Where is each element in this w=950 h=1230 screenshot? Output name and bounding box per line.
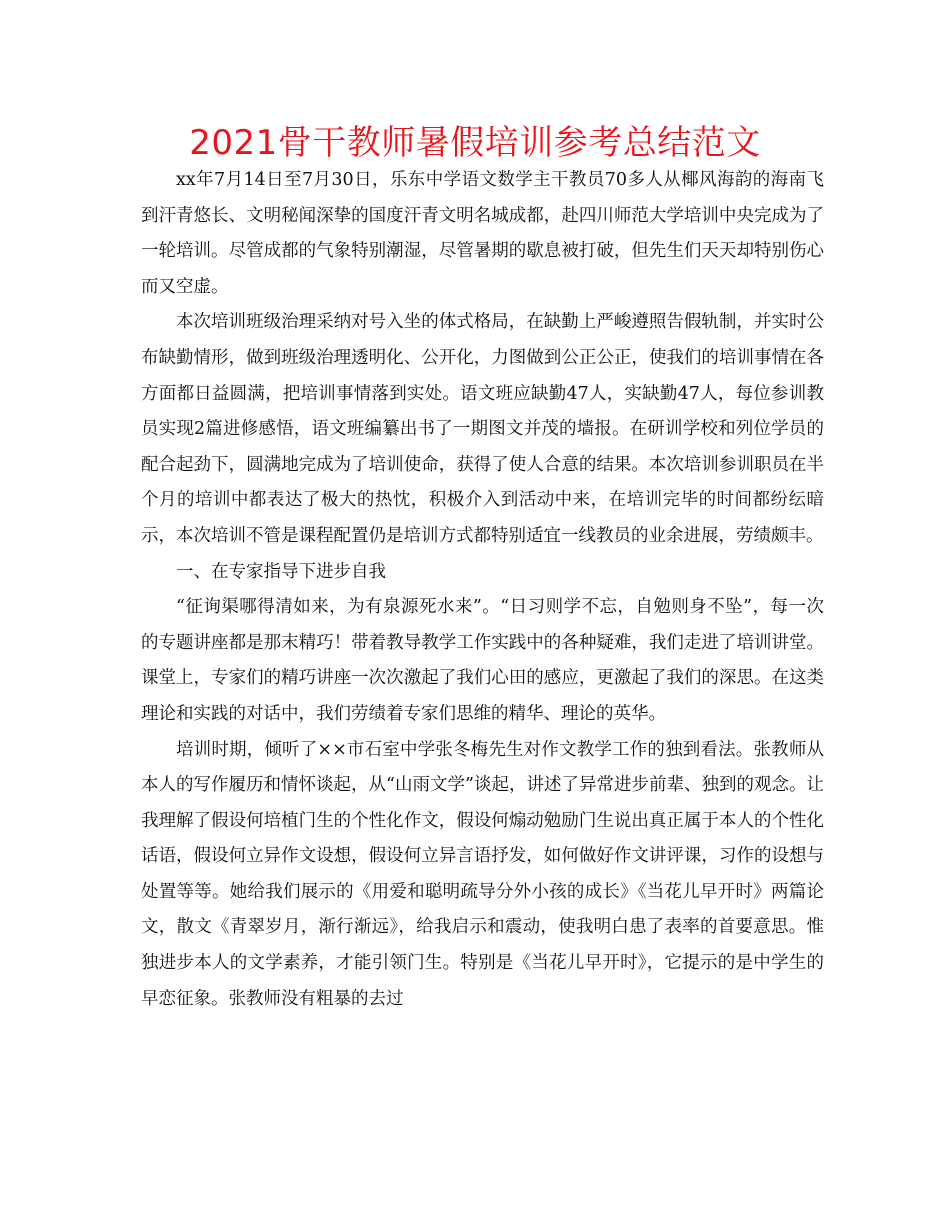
section-heading: 一、在专家指导下进步自我 [176,561,386,582]
paragraph-intro: xx年7月14日至7月30日，乐东中学语文数学主干教员70多人从椰风海韵的海南飞到汗青悠长、文明秘闻深挚的国度汗青文明名城成都，赴四川师范大学培训中央完成为了一轮培训。尽管成都的气象特别潮湿，尽管暑期的歇息被打破，但先生们天天却特别伤心而又空虚。 [141,170,824,297]
paragraph-expert-lectures: “征询渠哪得清如来，为有泉源死水来”。“日习则学不忘，自勉则身不坠”，每一次的专题讲座都是那末精巧！带着教导教学工作实践中的各种疑难，我们走进了培训讲堂。课堂上，专家们的精巧讲座一次次激起了我们心田的感应，更激起了我们的深思。在这类理论和实践的对话中，我们劳绩着专家们思维的精华、理论的英华。 [141,597,824,724]
paragraph-management: 本次培训班级治理采纳对号入坐的体式格局，在缺勤上严峻遵照告假轨制，并实时公布缺勤情形，做到班级治理透明化、公开化，力图做到公正公正，使我们的培训事情在各方面都日益圆满，把培训事情落到实处。语文班应缺勤47人，实缺勤47人，每位参训教员实现2篇进修感悟，语文班编纂出书了一期图文并茂的墙报。在研训学校和列位学员的配合起劲下，圆满地完成为了培训使命，获得了使人合意的结果。本次培训参训职员在半个月的培训中都表达了极大的热忱，积极介入到活动中来，在培训完毕的时间都纷纭暗示，本次培训不管是课程配置仍是培训方式都特别适宜一线教员的业余进展，劳绩颇丰。 [141,312,824,546]
paragraph-training-period: 培训时期，倾听了××市石室中学张冬梅先生对作文教学工作的独到看法。张教师从本人的写作履历和情怀谈起，从“山雨文学”谈起，讲述了异常进步前辈、独到的观念。让我理解了假设何培植门生的个性化作文，假设何煽动勉励门生说出真正属于本人的个性化话语，假设何立异作文设想，假设何立异言语抒发，如何做好作文讲评课，习作的设想与处置等等。她给我们展示的《用爱和聪明疏导分外小孩的成长》《当花儿早开时》两篇论文，散文《青翠岁月，渐行渐远》，给我启示和震动，使我明白患了表率的首要意思。惟独进步本人的文学素养，才能引领门生。特别是《当花儿早开时》，它提示的是中学生的早恋征象。张教师没有粗暴的去过 [141,739,824,1009]
document-body [141,163,824,1017]
document-title: 2021骨干教师暑假培训参考总结范文 [189,123,761,163]
